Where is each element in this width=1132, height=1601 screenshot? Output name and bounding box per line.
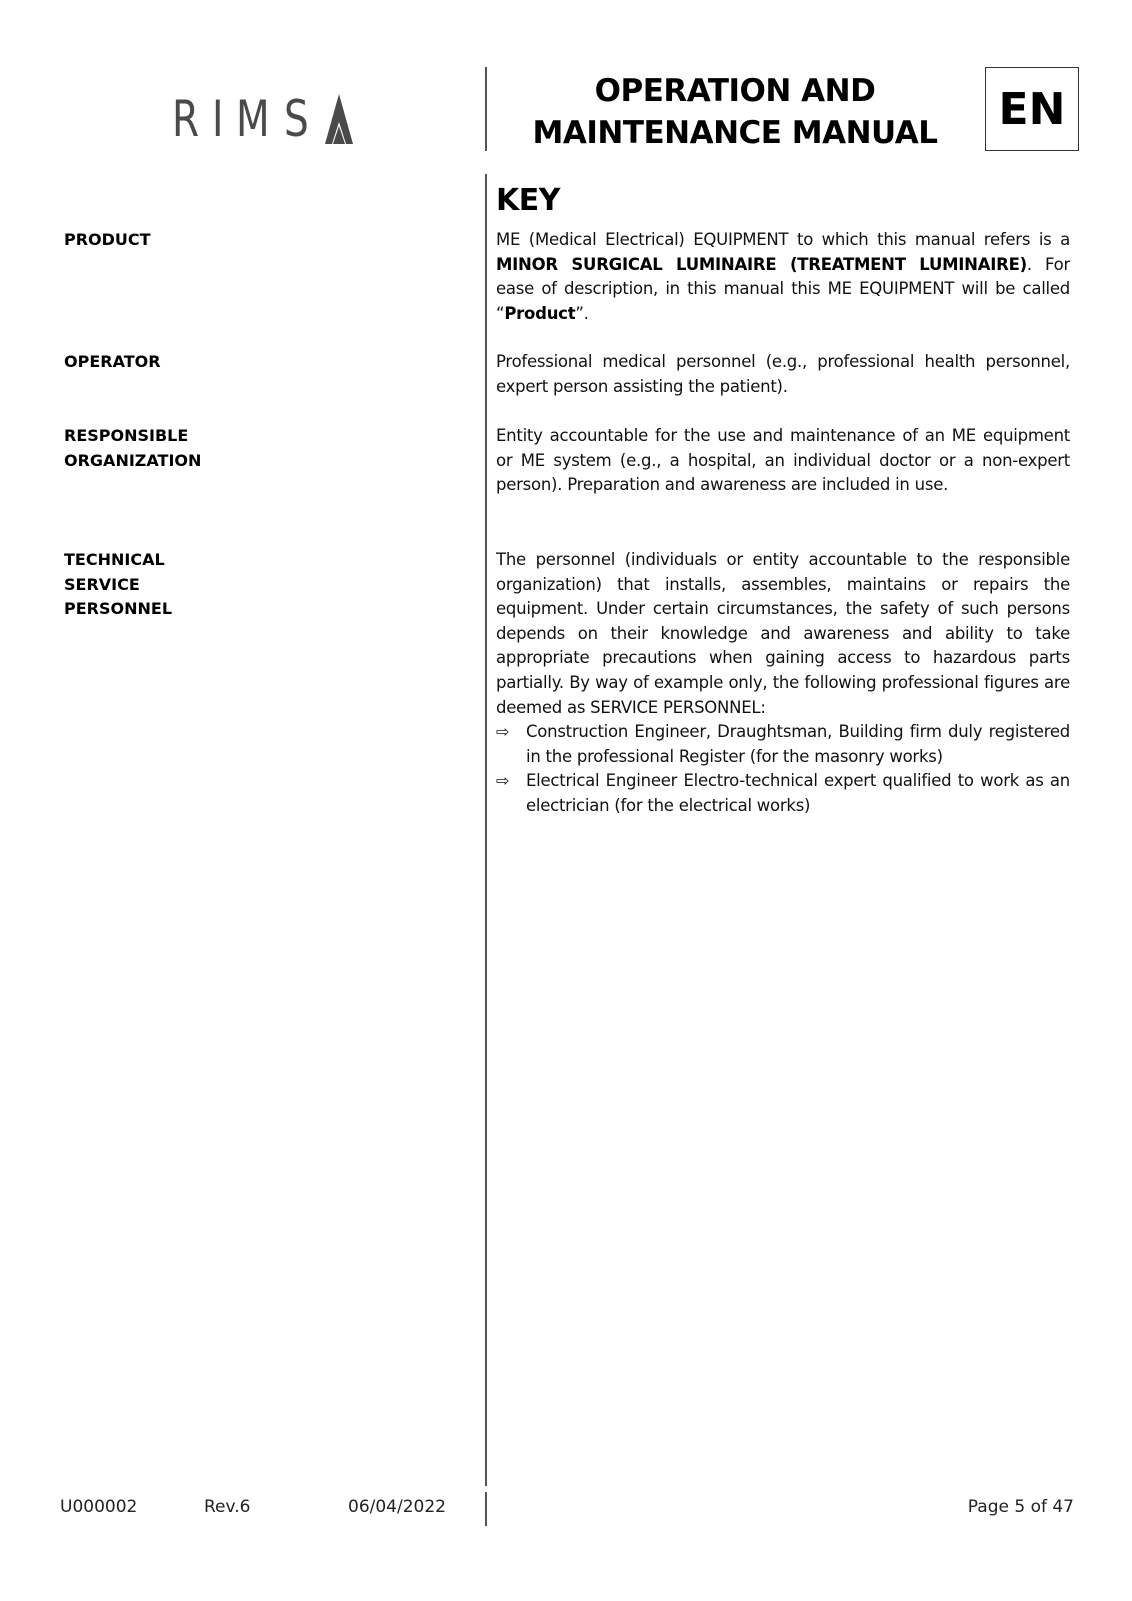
logo-letter: M [236, 90, 270, 148]
definition-text: The personnel (individuals or entity accountable to the responsible organization) that installs, assembles, maintains or repairs the equipment. Under certain circumstances, the safety of such persons depends on their knowledge and awareness and ability to take appropriate precautions when gaining access to hazardous parts partially. By way of example only, the following professional figures are deemed as SERVICE PERSONNEL: [496, 550, 1070, 717]
list-item [496, 769, 1070, 818]
definition-responsible-organization: Entity accountable for the use and maintenance of an ME equipment or ME system (e.g., a hospital, an individual doctor or a non-expert person). Preparation and awareness are included in use. [496, 426, 1070, 495]
term-product: PRODUCT [64, 230, 151, 249]
list-item [496, 720, 1070, 769]
arrow-right-outline-icon: ⇨ [496, 771, 510, 791]
arrow-right-outline-icon: ⇨ [496, 722, 510, 742]
language-badge: EN [985, 67, 1079, 151]
definition-technical-service-personnel [496, 548, 1070, 819]
company-logo [172, 84, 354, 148]
term-responsible-organization: RESPONSIBLE ORGANIZATION [64, 426, 202, 470]
list-item-text: Electrical Engineer Electro-technical expert qualified to work as an electrician (for the electrical works) [526, 771, 1070, 815]
footer-page-number: Page 5 of 47 [967, 1497, 1074, 1517]
term-operator: OPERATOR [64, 352, 161, 371]
logo-letter: I [212, 90, 224, 148]
footer-divider [485, 1492, 487, 1526]
header-divider [485, 67, 487, 151]
term-technical-service-personnel: TECHNICAL SERVICE PERSONNEL [64, 550, 173, 618]
definition-text: ME (Medical Electrical) EQUIPMENT to which this manual refers is a [496, 230, 1070, 249]
product-name: MINOR SURGICAL LUMINAIRE (TREATMENT LUMINAIRE) [496, 254, 1027, 274]
definition-operator: Professional medical personnel (e.g., professional health personnel, expert person assisting the patient). [496, 352, 1070, 396]
service-personnel-list [496, 720, 1070, 818]
definition-text: ”. [575, 303, 589, 323]
logo-a-mark-icon [324, 92, 354, 144]
logo-letter: S [284, 90, 309, 148]
logo-letter: R [172, 90, 200, 148]
document-title: OPERATION AND MAINTENANCE MANUAL [532, 73, 938, 151]
footer-revision: Rev.6 [204, 1497, 251, 1517]
definition-text: . For ease of description, in this manual this ME EQUIPMENT will be called “ [496, 254, 1070, 323]
definition-product [496, 228, 1070, 326]
footer-doc-code: U000002 [60, 1497, 138, 1517]
product-label: Product [504, 303, 576, 323]
section-title: KEY [496, 183, 560, 218]
list-item-text: Construction Engineer, Draughtsman, Building firm duly registered in the professional Register (for the masonry works) [526, 722, 1070, 766]
footer-date: 06/04/2022 [348, 1497, 446, 1517]
column-divider [485, 174, 487, 1486]
